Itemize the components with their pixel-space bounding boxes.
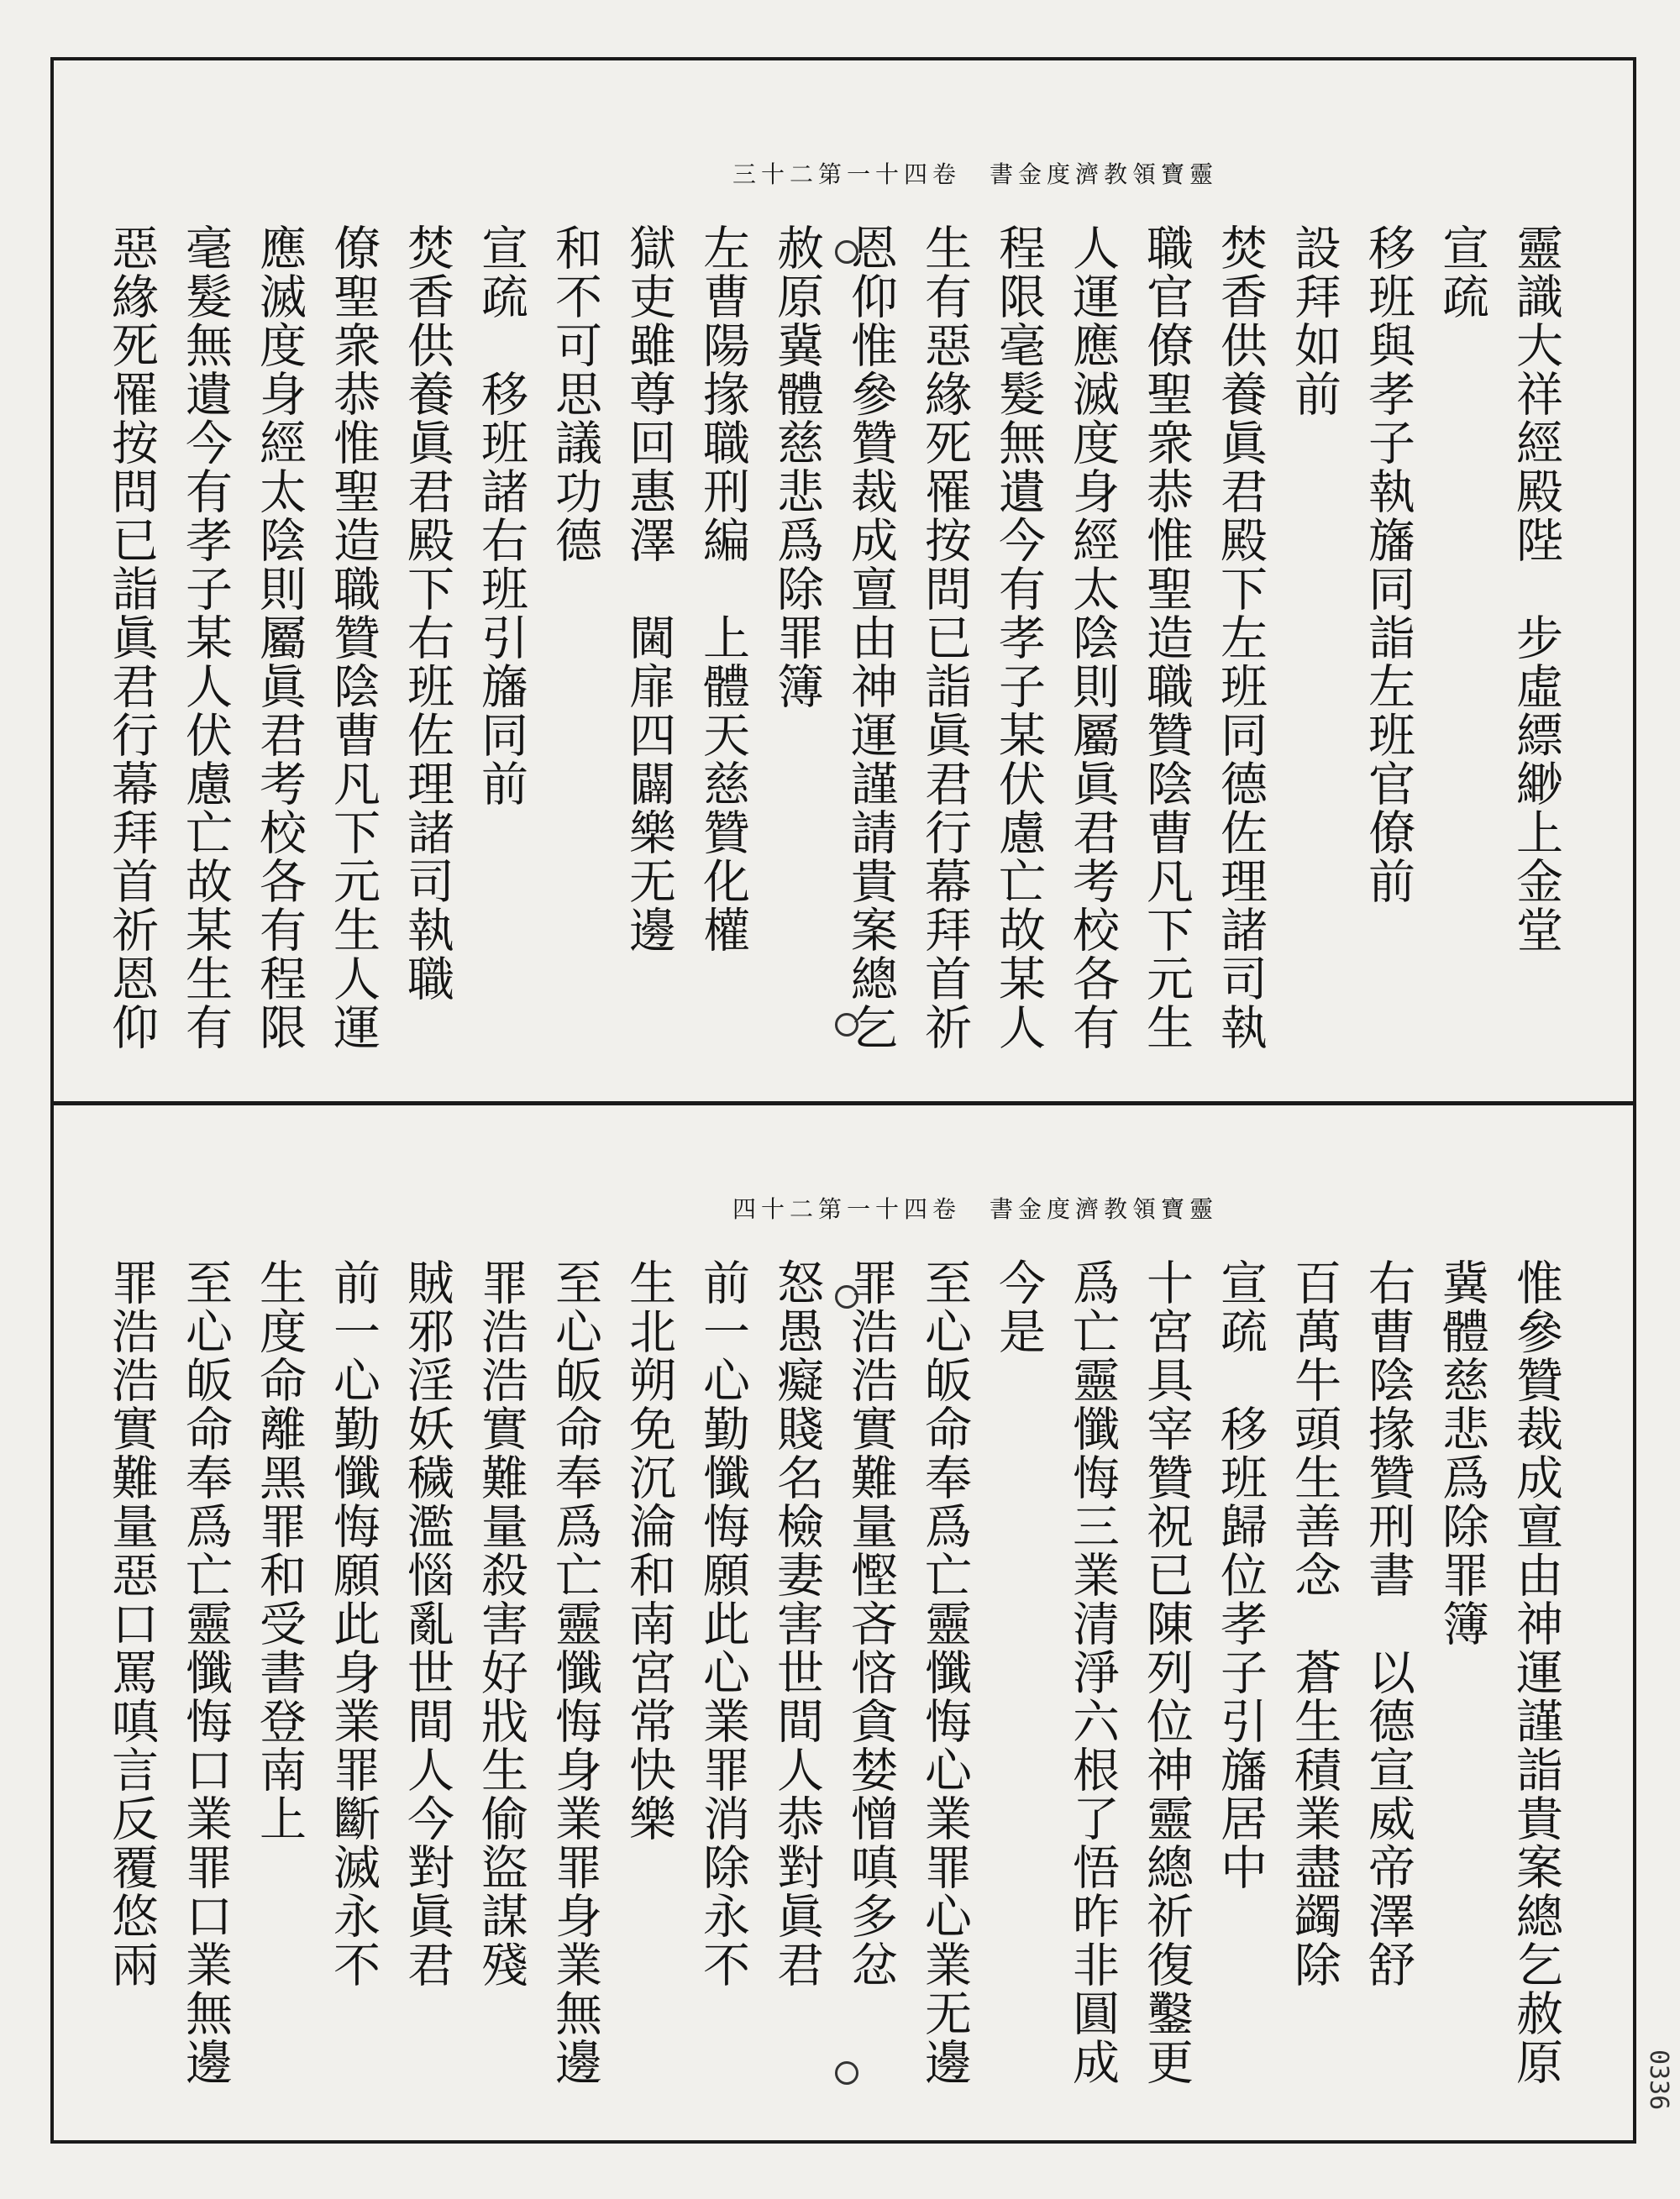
text-column: 焚香供養眞君殿下左班同德佐理諸司執 xyxy=(1213,223,1268,1052)
text-column: 爲亡靈懺悔三業清淨六根了悟昨非圓成 xyxy=(1065,1258,1120,2086)
binding-hole-marker xyxy=(835,1285,858,1309)
binding-hole-marker xyxy=(835,1013,858,1037)
text-column: 移班與孝子執旛同詣左班官僚前 xyxy=(1361,223,1415,905)
text-column: 十宮具宰贊祝已陳列位神靈總祈復鑿更 xyxy=(1139,1258,1194,2086)
text-column: 至心皈命奉爲亡靈懺悔身業罪身業無邊 xyxy=(548,1258,602,2086)
text-column: 恩仰惟參贊裁成亶由神運謹請貴案總乞 xyxy=(843,223,898,1052)
text-columns xyxy=(96,1258,1571,2098)
text-column: 應滅度身經太陰則屬眞君考校各有程限 xyxy=(252,223,307,1052)
text-column: 至心皈命奉爲亡靈懺悔心業罪心業无邊 xyxy=(917,1258,972,2086)
text-column: 至心皈命奉爲亡靈懺悔口業罪口業無邊 xyxy=(178,1258,233,2086)
text-column: 僚聖衆恭惟聖造職贊陰曹凡下元生人運 xyxy=(326,223,381,1052)
text-column: 宣疏 移班歸位孝子引旛居中 xyxy=(1213,1258,1268,1892)
text-column: 怒愚癡賤名檢妻害世間人恭對眞君 xyxy=(769,1258,824,1989)
binding-hole-marker xyxy=(835,2061,858,2085)
text-column: 生有惡緣死罹按問已詣眞君行幕拜首祈 xyxy=(917,223,972,1052)
text-column: 宣疏 移班諸右班引旛同前 xyxy=(474,223,528,808)
page-divider xyxy=(50,1101,1636,1105)
text-column: 和不可思議功德 xyxy=(548,223,602,564)
text-column: 設拜如前 xyxy=(1287,223,1341,418)
text-column: 靈識大祥經殿陛 步虛縹緲上金堂 xyxy=(1509,223,1563,954)
text-column: 赦原冀體慈悲爲除罪簿 xyxy=(769,223,824,711)
text-column: 生北朔免沉淪和南宮常快樂 xyxy=(622,1258,676,1843)
text-column: 賊邪淫妖穢濫惱亂世間人今對眞君 xyxy=(400,1258,454,1989)
page-number: 0336 xyxy=(1644,2049,1673,2111)
text-column: 惟參贊裁成亶由神運謹詣貴案總乞赦原 xyxy=(1509,1258,1563,2086)
text-column: 右曹陰掾贊刑書 以德宣威帝澤舒 xyxy=(1361,1258,1415,1989)
binding-hole-marker xyxy=(835,240,858,264)
text-column: 生度命離黑罪和受書登南上 xyxy=(252,1258,307,1843)
text-column: 獄吏雖尊回惠澤 閫扉四闢樂无邊 xyxy=(622,223,676,954)
text-column: 罪浩浩實難量慳吝悋貪婪憎嗔多忿 xyxy=(843,1258,898,1989)
running-header: 三十二第一十四卷 書金度濟教領寶靈 xyxy=(732,160,1218,188)
text-column: 焚香供養眞君殿下右班佐理諸司執職 xyxy=(400,223,454,1003)
text-column: 今是 xyxy=(991,1258,1046,1356)
text-column: 職官僚聖衆恭惟聖造職贊陰曹凡下元生 xyxy=(1139,223,1194,1052)
text-column: 宣疏 xyxy=(1435,223,1489,321)
top-page xyxy=(66,72,1621,1093)
text-column: 罪浩浩實難量殺害好戕生偷盜謀殘 xyxy=(474,1258,528,1989)
text-columns xyxy=(96,223,1571,1063)
bottom-page xyxy=(66,1107,1621,2128)
text-column: 左曹陽掾職刑編 上體天慈贊化權 xyxy=(696,223,750,954)
text-column: 毫髮無遺今有孝子某人伏慮亡故某生有 xyxy=(178,223,233,1052)
text-column: 惡緣死罹按問已詣眞君行幕拜首祈恩仰 xyxy=(104,223,159,1052)
text-column: 百萬牛頭生善念 蒼生積業盡蠲除 xyxy=(1287,1258,1341,1989)
text-column: 人運應滅度身經太陰則屬眞君考校各有 xyxy=(1065,223,1120,1052)
text-column: 罪浩浩實難量惡口罵嗔言反覆悠兩 xyxy=(104,1258,159,1989)
text-column: 冀體慈悲爲除罪簿 xyxy=(1435,1258,1489,1648)
text-column: 前一心勤懺悔願此身業罪斷滅永不 xyxy=(326,1258,381,1989)
running-header: 四十二第一十四卷 書金度濟教領寶靈 xyxy=(732,1195,1218,1223)
text-column: 程限毫髮無遺今有孝子某伏慮亡故某人 xyxy=(991,223,1046,1052)
text-column: 前一心勤懺悔願此心業罪消除永不 xyxy=(696,1258,750,1989)
